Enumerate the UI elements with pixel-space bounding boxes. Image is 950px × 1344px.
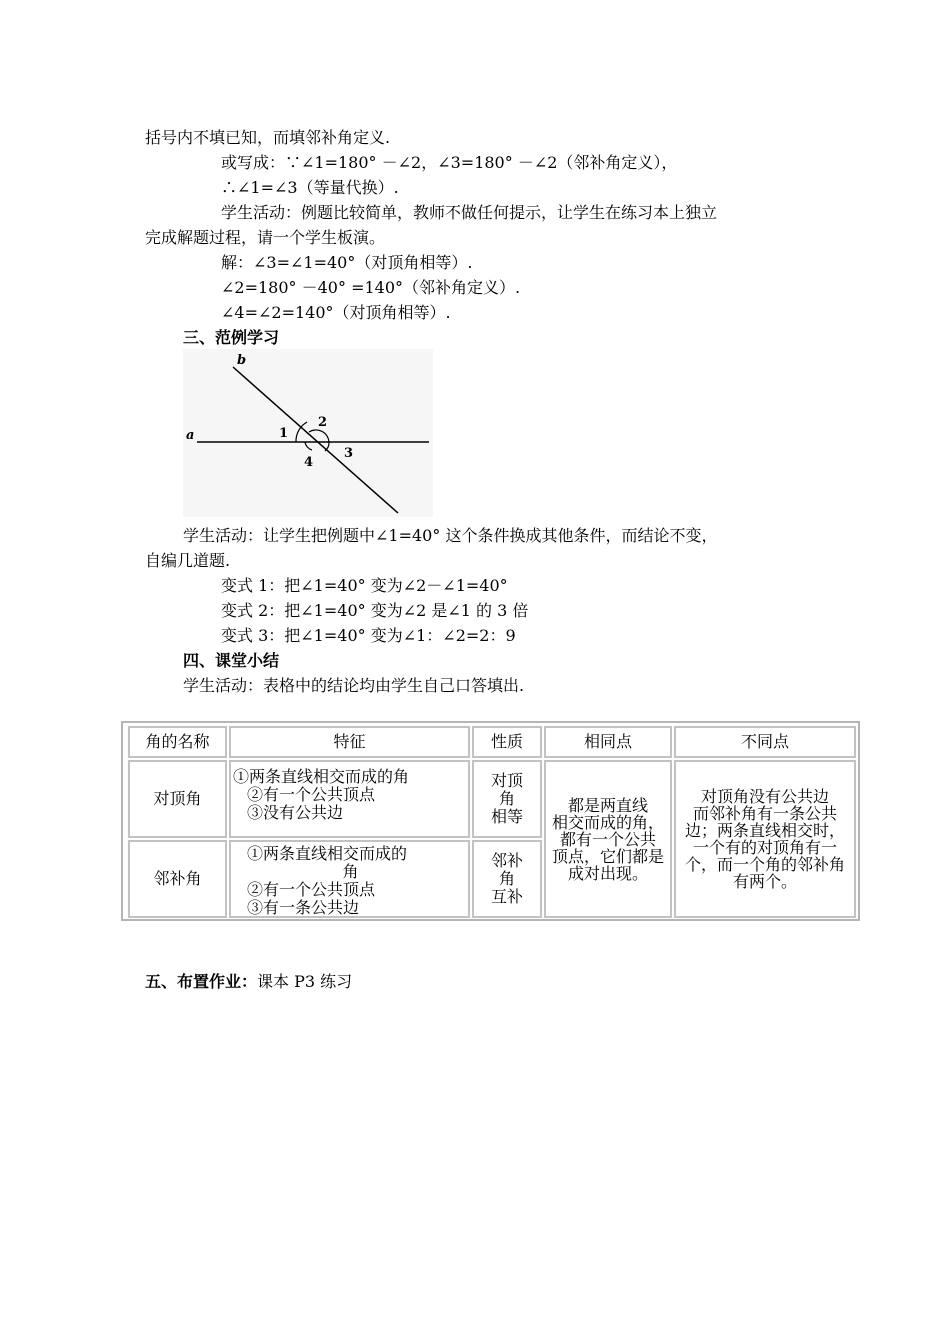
table-header-cell: 不同点 bbox=[674, 726, 856, 758]
text-line: 括号内不填已知，而填邻补角定义. bbox=[145, 128, 391, 147]
table-cell-property: 邻补 角 互补 bbox=[472, 840, 542, 918]
text-line: ∠2=180° －40° =140°（邻补角定义）. bbox=[221, 278, 521, 297]
label-angle-1: 1 bbox=[279, 426, 289, 441]
table-cell-name: 邻补角 bbox=[128, 840, 227, 918]
table-header-cell: 特征 bbox=[229, 726, 470, 758]
text-line: 自编几道题. bbox=[145, 551, 231, 570]
text-line: 学生活动：表格中的结论均由学生自己口答填出. bbox=[183, 676, 525, 695]
table-header-cell: 角的名称 bbox=[128, 726, 227, 758]
text-line: 解：∠3=∠1=40°（对顶角相等）. bbox=[221, 253, 473, 272]
table-cell-features: ①两条直线相交而成的 角 ②有一个公共顶点 ③有一条公共边 bbox=[229, 840, 470, 918]
text-line: 变式 3：把∠1=40° 变为∠1：∠2=2：9 bbox=[221, 626, 516, 645]
homework-text: 课本 P3 练习 bbox=[257, 972, 353, 991]
table-header-cell: 相同点 bbox=[544, 726, 672, 758]
label-b: b bbox=[237, 353, 247, 368]
table-cell-features: ①两条直线相交而成的角 ②有一个公共顶点 ③没有公共边 bbox=[229, 760, 470, 838]
intersecting-lines-figure bbox=[183, 349, 433, 517]
table-cell-name: 对顶角 bbox=[128, 760, 227, 838]
text-line: 变式 1：把∠1=40° 变为∠2－∠1=40° bbox=[221, 576, 508, 595]
label-angle-3: 3 bbox=[344, 446, 354, 461]
summary-table bbox=[121, 721, 860, 921]
section-heading: 四、课堂小结 bbox=[183, 651, 280, 670]
text-line: 完成解题过程，请一个学生板演。 bbox=[145, 228, 386, 247]
label-angle-4: 4 bbox=[304, 455, 314, 470]
table-cell-property: 对顶 角 相等 bbox=[472, 760, 542, 838]
label-a: a bbox=[186, 428, 195, 443]
section-heading: 三、范例学习 bbox=[183, 328, 280, 347]
section-heading: 五、布置作业： bbox=[145, 972, 258, 991]
label-angle-2: 2 bbox=[318, 415, 328, 430]
table-cell-difference: 对顶角没有公共边 而邻补角有一条公共 边；两条直线相交时， 一个有的对顶角有一 个，而一个角的邻补角 有两个。 bbox=[674, 760, 856, 918]
text-line: 或写成：∵∠1=180° －∠2，∠3=180° －∠2（邻补角定义）， bbox=[221, 153, 678, 172]
homework-line bbox=[145, 972, 352, 992]
table-header-cell: 性质 bbox=[472, 726, 542, 758]
text-line: ∠4=∠2=140°（对顶角相等）. bbox=[221, 303, 451, 322]
text-line: 学生活动：让学生把例题中∠1=40° 这个条件换成其他条件，而结论不变， bbox=[183, 526, 718, 545]
text-line: ∴∠1=∠3（等量代换）. bbox=[221, 178, 399, 197]
text-line: 变式 2：把∠1=40° 变为∠2 是∠1 的 3 倍 bbox=[221, 601, 529, 620]
table-cell-common: 都是两直线 相交而成的角， 都有一个公共 顶点，它们都是 成对出现。 bbox=[544, 760, 672, 918]
text-line: 学生活动：例题比较简单，教师不做任何提示，让学生在练习本上独立 bbox=[221, 203, 718, 222]
